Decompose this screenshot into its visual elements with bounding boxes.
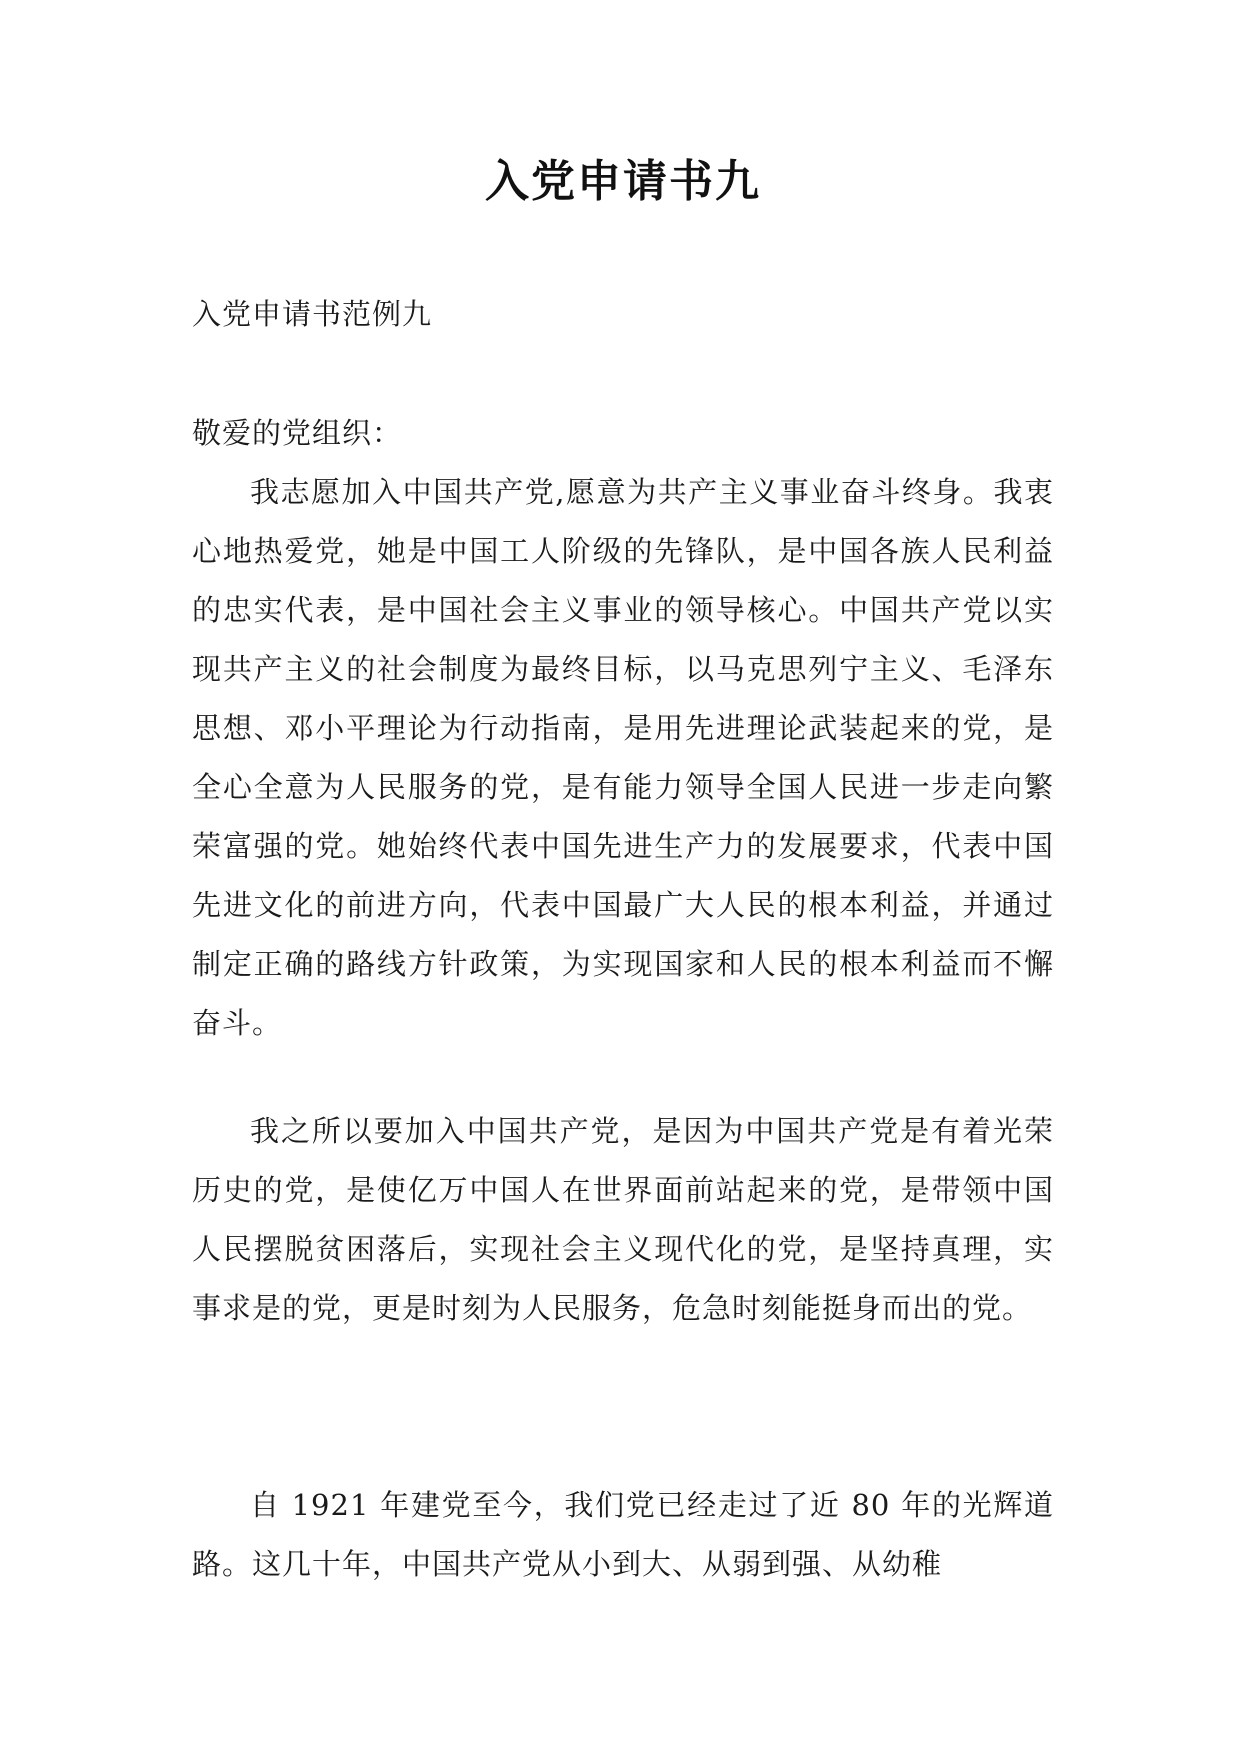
paragraph-3: 自 1921 年建党至今，我们党已经走过了近 80 年的光辉道路。这几十年，中国共产党从小到大、从弱到强、从幼稚 — [192, 1488, 1054, 1581]
paragraph-2: 我之所以要加入中国共产党，是因为中国共产党是有着光荣历史的党，是使亿万中国人在世界面前站起来的党，是带领中国人民摆脱贫困落后，实现社会主义现代化的党，是坚持真理，实事求是的党，更是时刻为人民服务，危急时刻能挺身而出的党。 — [192, 1114, 1054, 1325]
document-title: 入党申请书九 — [485, 156, 761, 207]
paragraph-1: 我志愿加入中国共产党,愿意为共产主义事业奋斗终身。我衷心地热爱党，她是中国工人阶级的先锋队，是中国各族人民利益的忠实代表，是中国社会主义事业的领导核心。中国共产党以实现共产主义的社会制度为最终目标，以马克思列宁主义、毛泽东思想、邓小平理论为行动指南，是用先进理论武装起来的党，是全心全意为人民服务的党，是有能力领导全国人民进一步走向繁荣富强的党。她始终代表中国先进生产力的发展要求，代表中国先进文化的前进方向，代表中国最广大人民的根本利益，并通过制定正确的路线方针政策，为实现国家和人民的根本利益而不懈奋斗。 — [192, 475, 1054, 1040]
salutation: 敬爱的党组织： — [192, 416, 403, 450]
document-subtitle: 入党申请书范例九 — [192, 297, 433, 331]
